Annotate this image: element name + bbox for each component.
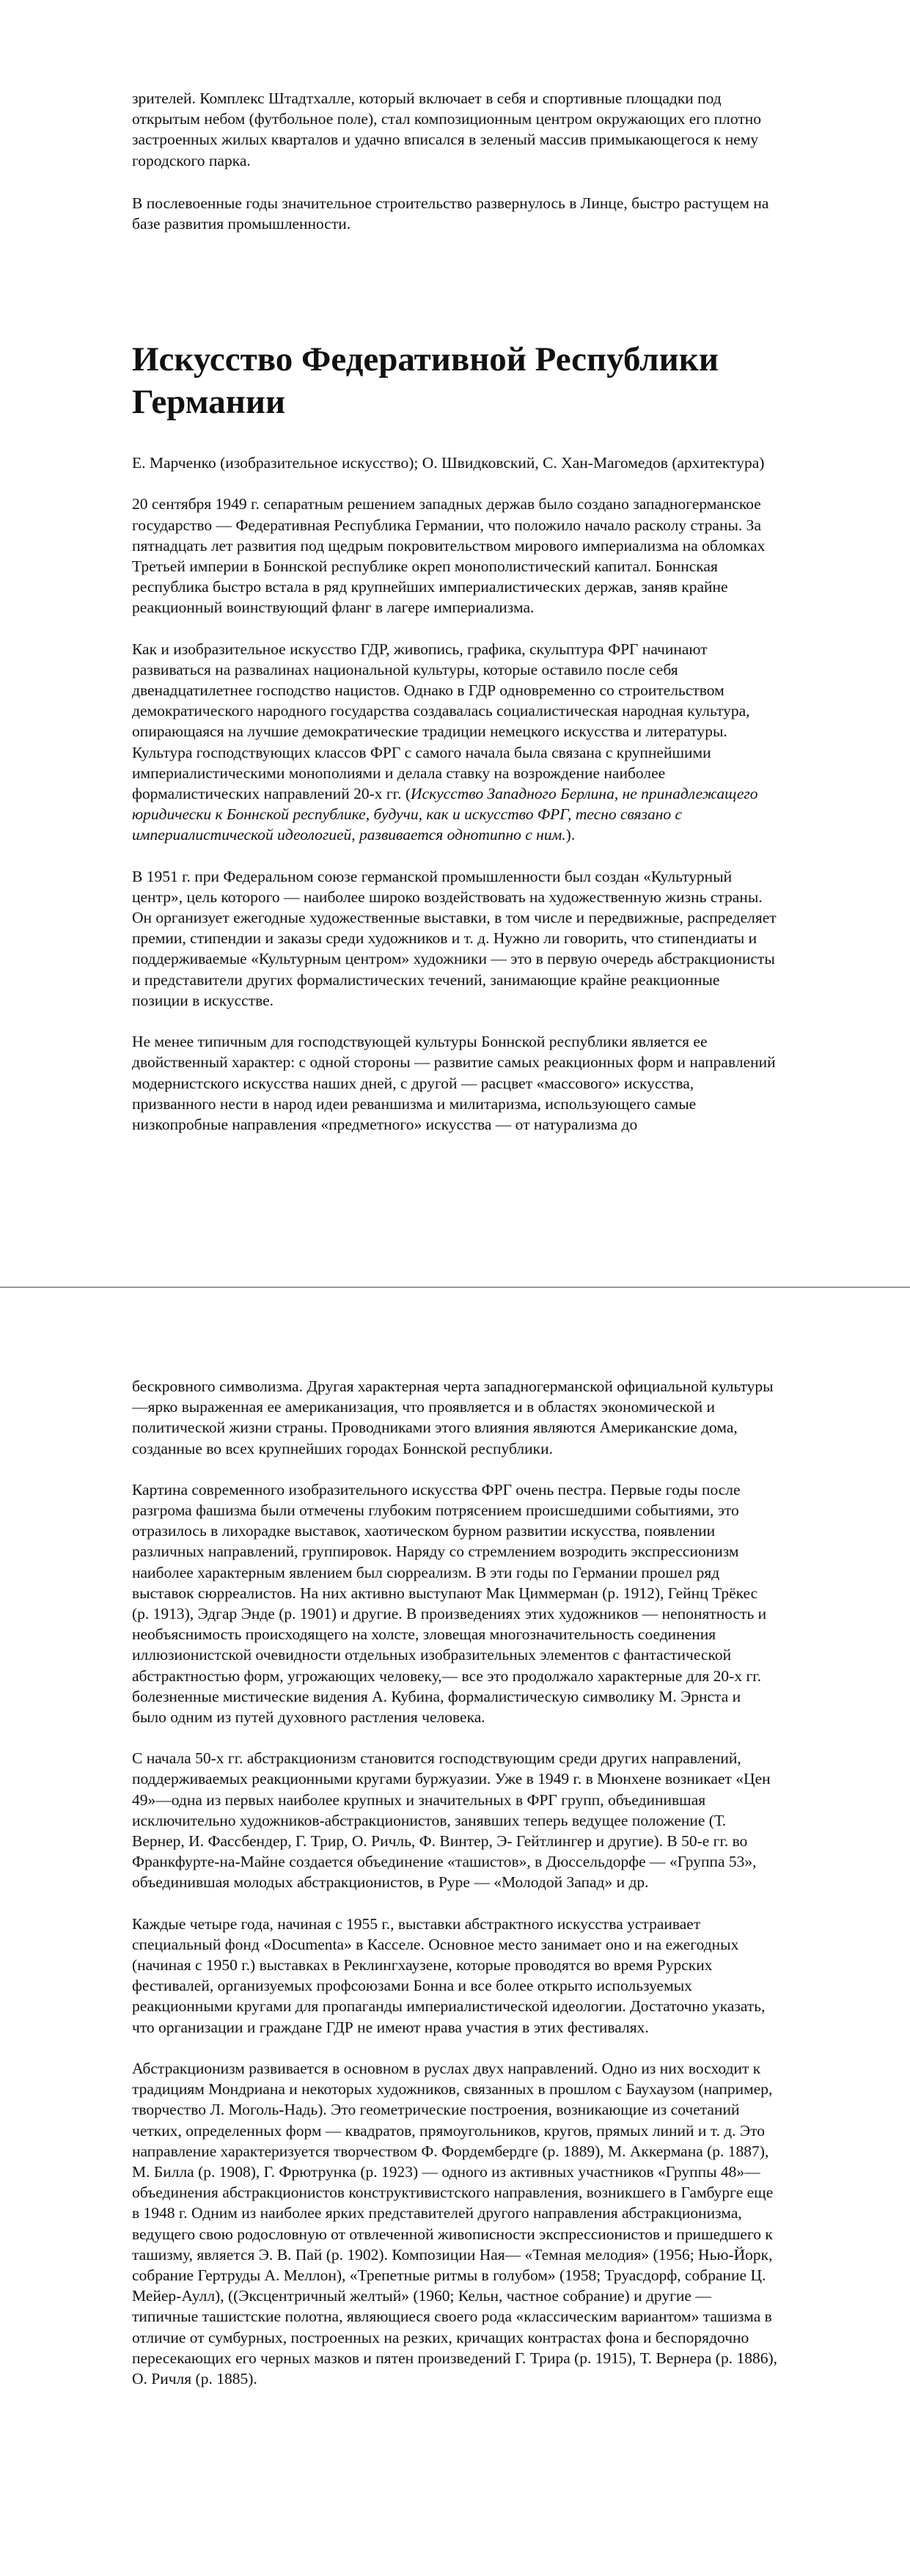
paragraph-text-end: ). bbox=[565, 826, 576, 844]
paragraph-gdr-comparison bbox=[132, 639, 778, 846]
paragraph-surrealism: Картина современного изобразительного искусства ФРГ очень пестра. Первые годы после разгрома фашизма были отмечены глубоким потрясением происшедшими событиями, это отразилось в лихорадке выставок, хаотическом бурном развитии искусства, появлении различных направлений, группировок. Наряду со стремлением возродить экспрессионизм наиболее характерным явлением был сюрреализм. В эти годы по Германии прошел ряд выставок сюрреалистов. На них активно выступают Мак Циммерман (р. 1912), Гейнц Трёкес (р. 1913), Эдгар Энде (р. 1901) и другие. В произведениях этих художников — непонятность и необъяснимость происходящего на холсте, зловещая многозначительность соединения иллюзионистской очевидности отдельных изобразительных элементов с фантастической абстрактностью форм, угрожающих человеку,— все это продолжало характерные для 20-х гг. болезненные мистические видения А. Кубина, формалистическую символику М. Эрнста и было одним из путей духовного растления человека. bbox=[132, 1480, 767, 1727]
paragraph-duality: Не менее типичным для господствующей культуры Боннской республики является ее двойственный характер: с одной стороны — развитие самых реакционных форм и направлений модернистского искусства наших дней, с другой — расцвет «массового» искусства, призванного нести в народ идеи реваншизма и милитаризма, использующего самые низкопробные направления «предметного» искусства — от натурализма до bbox=[132, 1033, 776, 1133]
chapter-title: Искусство Федеративной Республики Германии bbox=[132, 340, 719, 422]
paragraph-1949: 20 сентября 1949 г. сепаратным решением западных держав было создано западногерманское государство — Федеративная Республика Германии, что положило начало расколу страны. За пятнадцать лет развития под щедрым покровительством мирового империализма на обломках Третьей империи в Боннской республике окреп монополистический капитал. Боннская республика быстро встала в ряд крупнейших империалистических держав, заняв крайне реакционный воинствующий фланг в лагере империализма. bbox=[132, 495, 766, 617]
paragraph-two-directions: Абстракционизм развивается в основном в руслах двух направлений. Одно из них восходит к традициям Мондриана и некоторых художников, связанных в прошлом с Баухаузом (например, творчество Л. Моголь-Надь). Это геометрические построения, возникающие из сочетаний четких, определенных форм — квадратов, прямоугольников, кругов, прямых линий и т. д. Это направление характеризуется творчеством Ф. Фордембердге (р. 1889), М. Аккермана (р. 1887), М. Билла (р. 1908), Г. Фрютрунка (р. 1923) — одного из активных участников «Группы 48»— объединения абстракционистов конструктивистского направления, возникшего в Гамбурге еще в 1948 г. Одним из наиболее ярких представителей другого направления абстракционизма, ведущего свою родословную от отвлеченной живописности экспрессионистов и пришедшего к ташизму, является Э. В. Пай (р. 1902). Композиции Ная— «Темная мелодия» (1956; Нью-Йорк, собрание Гертруды А. Меллон), «Трепетные ритмы в голубом» (1958; Труасдорф, собрание Ц. Мейер-Аулл), ((Эксцентричный желтый» (1960; Кельн, частное собрание) и другие — типичные ташистские полотна, являющиеся своего рода «классическим вариантом» ташизма в отличие от сумбурных, построенных на резких, кричащих контрастах фона и беспорядочно пересекающих его черных мазков и пятен произведений Г. Трира (р. 1915), Т. Вернера (р. 1886), О. Ричля (р. 1885). bbox=[132, 2059, 777, 2387]
paragraph-cultural-center: В 1951 г. при Федеральном союзе германской промышленности был создан «Культурный центр», цель которого — наиболее широко воздействовать на художественную жизнь страны. Он организует ежегодные художественные выставки, в том числе и передвижные, распределяет премии, стипендии и заказы среди художников и т. д. Нужно ли говорить, что стипендиаты и поддерживаемые «Культурным центром» художники — это в первую очередь абстракционисты и представители других формалистических течений, занимающие крайне реакционные позиции в искусстве. bbox=[132, 867, 777, 1009]
paragraph-americanization: бескровного символизма. Другая характерная черта западногерманской официальной культуры—ярко выраженная ее американизация, что проявляется и в областях экономической и политической жизни страны. Проводниками этого влияния являются Американские дома, созданные во всех крупнейших городах Боннской республики. bbox=[132, 1377, 774, 1457]
paragraph-intro: зрителей. Комплекс Штадтхалле, который включает в себя и спортивные площадки под открытым небом (футбольное поле), стал композиционным центром окружающих его плотно застроенных жилых кварталов и удачно вписался в зеленый массив примыкающегося к нему городского парка. bbox=[132, 89, 762, 169]
authors-line: Е. Марченко (изобразительное искусство); О. Швидковский, С. Хан-Магомедов (архитектура) bbox=[132, 454, 765, 472]
paragraph-text-start: Как и изобразительное искусство ГДР, живопись, графика, скульптура ФРГ начинают развиваться на развалинах национальной культуры, которые оставило после себя двенадцатилетнее господство нацистов. Однако в ГДР одновременно со строительством демократического народного государства создавалась социалистическая народная культура, опирающаяся на лучшие демократические традиции немецкого искусства и литературы. Культура господствующих классов ФРГ с самого начала была связана с крупнейшими империалистическими монополиями и делала ставку на возрождение наиболее формалистических направлений 20-х гг. ( bbox=[132, 640, 750, 803]
paragraph-postwar: В послевоенные годы значительное строительство развернулось в Линце, быстро растущем на базе развития промышленности. bbox=[132, 194, 769, 233]
paragraph-documenta: Каждые четыре года, начиная с 1955 г., выставки абстрактного искусства устраивает специальный фонд «Documenta» в Касселе. Основное место занимает оно и на ежегодных (начиная с 1950 г.) выставках в Реклингхаузене, которые проводятся во время Рурских фестивалей, организуемых профсоюзами Бонна и все более открыто используемых реакционными кругами для пропаганды империалистической идеологии. Достаточно указать, что организации и граждане ГДР не имеют нрава участия в этих фестивалях. bbox=[132, 1914, 766, 2036]
page-1 bbox=[0, 0, 910, 1287]
page-2 bbox=[0, 1288, 910, 2576]
paragraph-abstractionism: С начала 50-х гг. абстракционизм становится господствующим среди других направлений, поддерживаемых реакционными кругами буржуазии. Уже в 1949 г. в Мюнхене возникает «Цен 49»—одна из первых наиболее крупных и значительных в ФРГ групп, объединившая исключительно художников-абстракционистов, занявших теперь ведущее положение (Т. Вернер, И. Фассбендер, Г. Трир, О. Ричль, Ф. Винтер, Э- Гейтлингер и другие). В 50-е гг. во Франкфурте-на-Майне создается объединение «ташистов», в Дюссельдорфе — «Группа 53», объединившая молодых абстракционистов, в Руре — «Молодой Запад» и др. bbox=[132, 1749, 771, 1892]
italic-note: Искусство Западного Берлина, не принадлежащего юридически к Боннской республике, будучи, как и искусство ФРГ, тесно связано с империалистической идеологией, развивается однотипно с ним. bbox=[132, 785, 758, 844]
